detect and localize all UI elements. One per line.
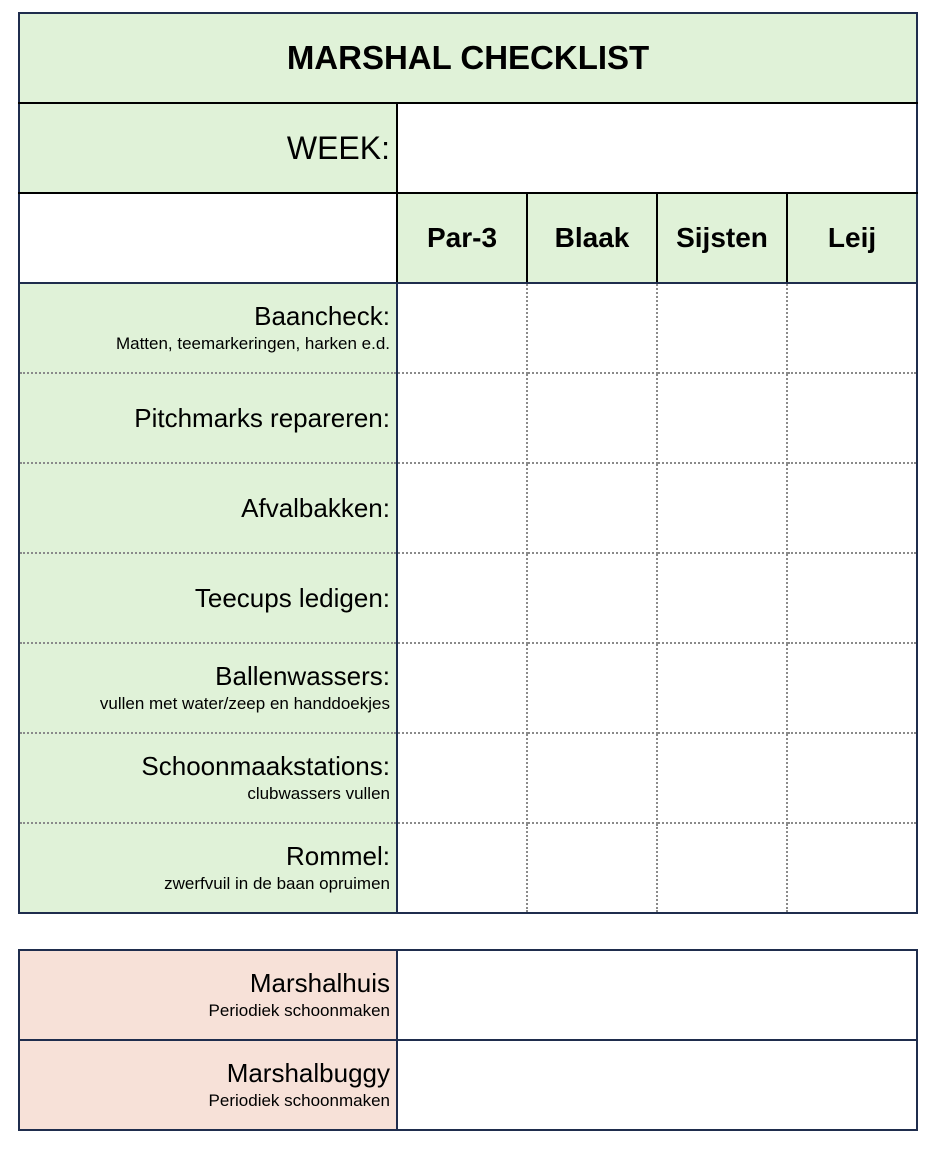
task-row (19, 283, 917, 373)
check-cell-par3[interactable] (397, 283, 527, 373)
task-label (19, 643, 397, 733)
check-cell-par3[interactable] (397, 823, 527, 913)
task-row (19, 373, 917, 463)
check-cell-sijsten[interactable] (657, 373, 787, 463)
check-cell-sijsten[interactable] (657, 643, 787, 733)
task-row (19, 823, 917, 913)
task-label (19, 553, 397, 643)
maintenance-name: Marshalbuggy (226, 1058, 390, 1088)
check-cell-par3[interactable] (397, 373, 527, 463)
maintenance-subtitle: Periodiek schoonmaken (208, 1001, 390, 1020)
column-header-sijsten: Sijsten (657, 193, 787, 283)
check-cell-leij[interactable] (787, 463, 917, 553)
task-label (19, 733, 397, 823)
check-cell-leij[interactable] (787, 733, 917, 823)
maintenance-row (19, 950, 917, 1040)
check-cell-par3[interactable] (397, 733, 527, 823)
task-subtitle: clubwassers vullen (247, 784, 390, 803)
check-cell-sijsten[interactable] (657, 553, 787, 643)
task-row (19, 463, 917, 553)
task-row (19, 553, 917, 643)
checklist-table (18, 12, 918, 914)
check-cell-blaak[interactable] (527, 823, 657, 913)
check-cell-sijsten[interactable] (657, 283, 787, 373)
task-name: Schoonmaakstations: (141, 751, 390, 781)
task-subtitle: vullen met water/zeep en handdoekjes (99, 694, 390, 713)
check-cell-par3[interactable] (397, 643, 527, 733)
week-label: WEEK: (19, 103, 397, 193)
maintenance-field[interactable] (397, 1040, 917, 1130)
task-subtitle: zwerfvuil in de baan opruimen (164, 874, 390, 893)
check-cell-leij[interactable] (787, 553, 917, 643)
check-cell-leij[interactable] (787, 373, 917, 463)
maintenance-table (18, 949, 918, 1131)
check-cell-sijsten[interactable] (657, 733, 787, 823)
header-blank-cell (19, 193, 397, 283)
maintenance-label (19, 950, 397, 1040)
task-label (19, 373, 397, 463)
task-label (19, 283, 397, 373)
check-cell-blaak[interactable] (527, 733, 657, 823)
column-header-par3: Par-3 (397, 193, 527, 283)
check-cell-blaak[interactable] (527, 553, 657, 643)
task-name: Baancheck: (254, 301, 390, 331)
page-title: MARSHAL CHECKLIST (19, 13, 917, 103)
check-cell-sijsten[interactable] (657, 823, 787, 913)
task-row (19, 733, 917, 823)
check-cell-par3[interactable] (397, 553, 527, 643)
task-name: Rommel: (285, 841, 390, 871)
check-cell-leij[interactable] (787, 283, 917, 373)
task-subtitle: Matten, teemarkeringen, harken e.d. (115, 334, 390, 353)
task-label (19, 463, 397, 553)
check-cell-blaak[interactable] (527, 643, 657, 733)
column-header-blaak: Blaak (527, 193, 657, 283)
task-label (19, 823, 397, 913)
task-name: Teecups ledigen: (194, 583, 390, 613)
task-name: Pitchmarks repareren: (134, 403, 390, 433)
maintenance-label (19, 1040, 397, 1130)
check-cell-leij[interactable] (787, 823, 917, 913)
task-row (19, 643, 917, 733)
check-cell-blaak[interactable] (527, 463, 657, 553)
check-cell-par3[interactable] (397, 463, 527, 553)
column-header-leij: Leij (787, 193, 917, 283)
maintenance-name: Marshalhuis (249, 968, 390, 998)
task-name: Ballenwassers: (215, 661, 390, 691)
check-cell-sijsten[interactable] (657, 463, 787, 553)
check-cell-blaak[interactable] (527, 283, 657, 373)
maintenance-subtitle: Periodiek schoonmaken (208, 1091, 390, 1110)
check-cell-blaak[interactable] (527, 373, 657, 463)
week-field[interactable] (397, 103, 917, 193)
check-cell-leij[interactable] (787, 643, 917, 733)
checklist-sheet (18, 12, 918, 1110)
maintenance-field[interactable] (397, 950, 917, 1040)
maintenance-row (19, 1040, 917, 1130)
task-name: Afvalbakken: (241, 493, 390, 523)
